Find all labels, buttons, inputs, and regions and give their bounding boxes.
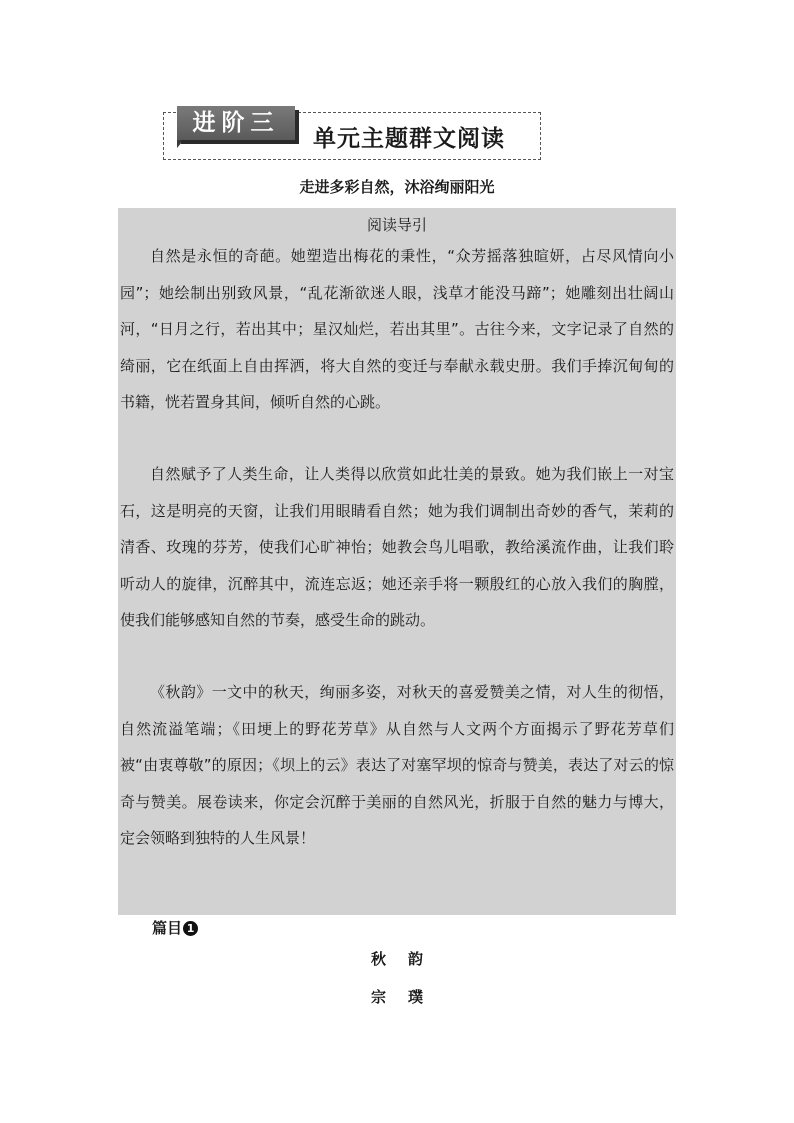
section-number-badge: 1 <box>183 921 198 936</box>
reading-guide-title: 阅读导引 <box>366 216 427 234</box>
unit-subtitle: 走进多彩自然，沐浴绚丽阳光 <box>299 178 495 196</box>
guide-paragraph-3: 《秋韵》一文中的秋天，绚丽多姿，对秋天的喜爱赞美之情，对人生的彻悟，自然流溢笔端；《田埂上的野花芳草》从自然与人文两个方面揭示了野花芳草们被“由衷尊敬”的原因；《坝上的云》表达了对塞罕坝的惊奇与赞美，表达了对云的惊奇与赞美。展卷读来，你定会沉醉于美丽的自然风光，折服于自然的魅力与博大，定会领略到独特的人生风景！ <box>120 683 674 847</box>
section-label <box>152 917 198 938</box>
section-banner <box>163 106 541 160</box>
banner-title: 单元主题群文阅读 <box>313 126 505 152</box>
article-author: 宗璞 <box>370 988 445 1006</box>
guide-paragraph-2: 自然赋予了人类生命，让人类得以欣赏如此壮美的景致。她为我们嵌上一对宝石，这是明亮的天窗，让我们用眼睛看自然；她为我们调制出奇妙的香气，茉莉的清香、玫瑰的芬芳，使我们心旷神怡；她教会鸟儿唱歌，教给溪流作曲，让我们聆听动人的旋律，沉醉其中，流连忘返；她还亲手将一颗殷红的心放入我们的胸膛，使我们能够感知自然的节奏，感受生命的跳动。 <box>120 465 674 629</box>
article-title: 秋韵 <box>370 950 445 968</box>
reading-guide-box <box>118 208 676 915</box>
banner-tag: 进阶三 <box>177 106 295 140</box>
guide-paragraph-1: 自然是永恒的奇葩。她塑造出梅花的秉性，“众芳摇落独暄妍，占尽风情向小园”；她绘制出别致风景，“乱花渐欲迷人眼，浅草才能没马蹄”；她雕刻出壮阔山河，“日月之行，若出其中；星汉灿烂，若出其里”。古往今来，文字记录了自然的绮丽，它在纸面上自由挥洒，将大自然的变迁与奉献永载史册。我们手捧沉甸甸的书籍，恍若置身其间，倾听自然的心跳。 <box>120 247 674 411</box>
section-label-text: 篇目 <box>152 919 183 937</box>
